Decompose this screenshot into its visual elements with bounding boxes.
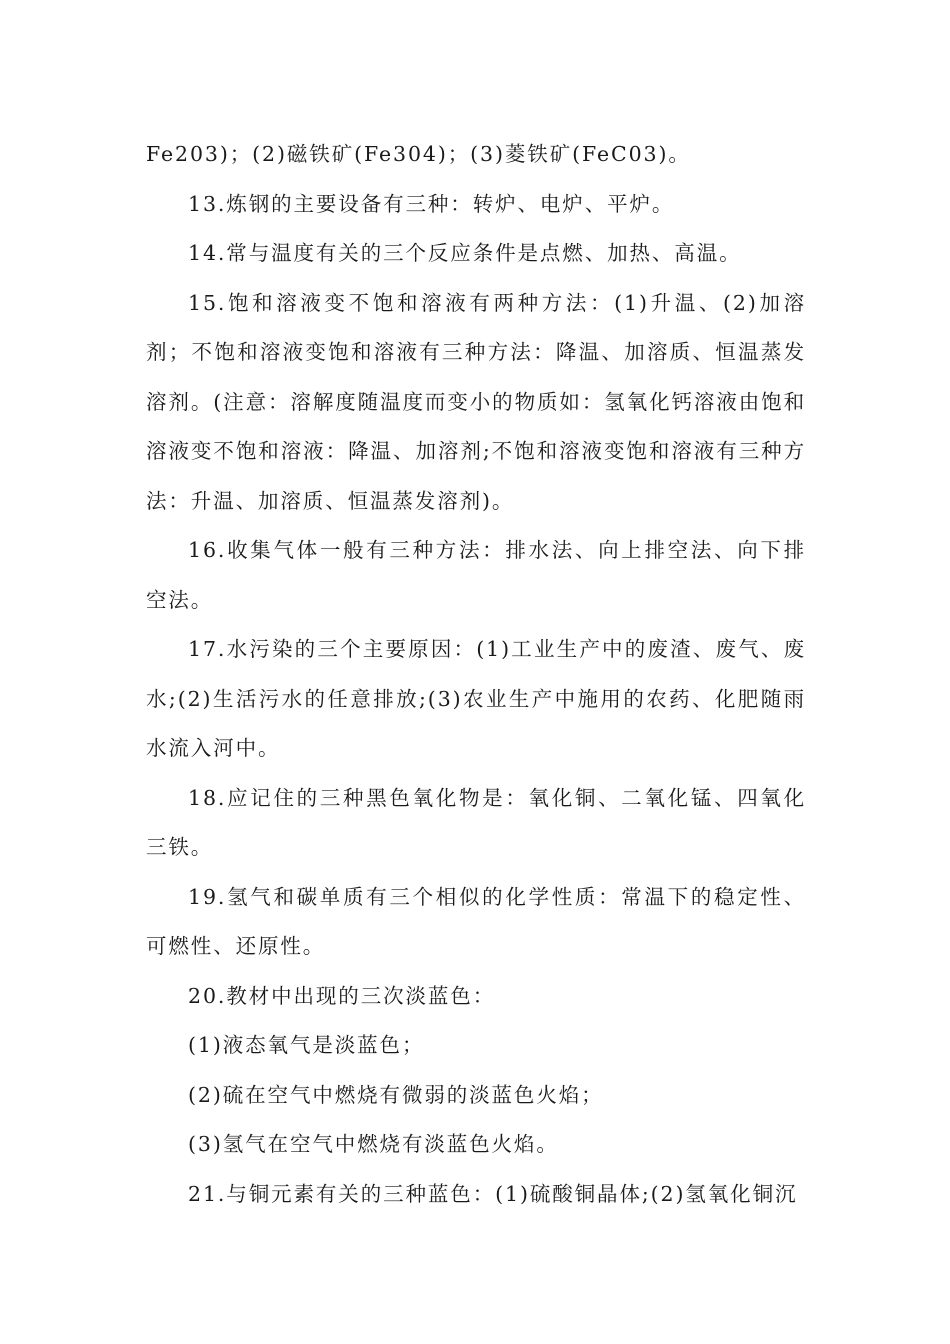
paragraph-20-item-1: (1)液态氧气是淡蓝色； xyxy=(188,1033,425,1057)
paragraph-18: 18.应记住的三种黑色氧化物是：氧化铜、二氧化锰、四氧化三铁。 xyxy=(146,785,806,859)
paragraph-14: 14.常与温度有关的三个反应条件是点燃、加热、高温。 xyxy=(188,241,742,265)
paragraph-12-continuation: Fe203)；(2)磁铁矿(Fe304)；(3)菱铁矿(FeC03)。 xyxy=(146,142,691,166)
document-body xyxy=(146,130,806,1219)
paragraph-21: 21.与铜元素有关的三种蓝色：(1)硫酸铜晶体;(2)氢氧化铜沉 xyxy=(188,1181,798,1206)
paragraph-20-item-3: (3)氢气在空气中燃烧有淡蓝色火焰。 xyxy=(188,1132,559,1156)
paragraph-19: 19.氢气和碳单质有三个相似的化学性质：常温下的稳定性、可燃性、还原性。 xyxy=(146,884,806,958)
paragraph-15: 15.饱和溶液变不饱和溶液有两种方法：(1)升温、(2)加溶剂；不饱和溶液变饱和溶液有三种方法：降温、加溶质、恒温蒸发溶剂。(注意：溶解度随温度而变小的物质如：氢氧化钙溶液由饱和溶液变不饱和溶液：降温、加溶剂;不饱和溶液变饱和溶液有三种方法：升温、加溶质、恒温蒸发溶剂)。 xyxy=(146,290,806,513)
paragraph-20: 20.教材中出现的三次淡蓝色： xyxy=(188,983,496,1008)
paragraph-20-item-2: (2)硫在空气中燃烧有微弱的淡蓝色火焰； xyxy=(188,1082,604,1107)
paragraph-13: 13.炼钢的主要设备有三种：转炉、电炉、平炉。 xyxy=(188,191,675,216)
paragraph-16: 16.收集气体一般有三种方法：排水法、向上排空法、向下排空法。 xyxy=(146,538,806,612)
paragraph-17: 17.水污染的三个主要原因：(1)工业生产中的废渣、废气、废水;(2)生活污水的任意排放;(3)农业生产中施用的农药、化肥随雨水流入河中。 xyxy=(146,637,806,760)
